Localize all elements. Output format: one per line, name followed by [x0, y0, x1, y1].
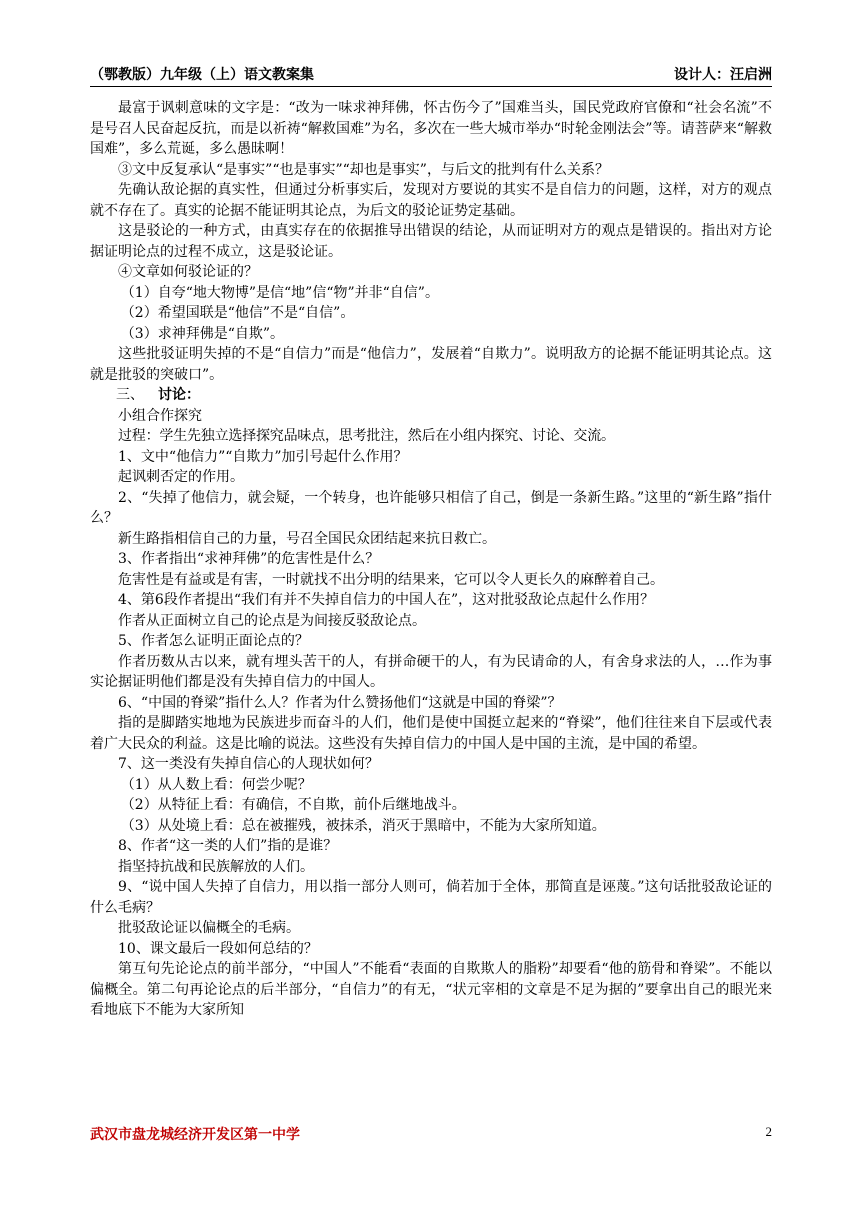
document-body: [90, 98, 772, 1021]
paragraph: 过程：学生先独立选择探究品味点，思考批注，然后在小组内探究、讨论、交流。: [118, 428, 615, 444]
paragraph: 小组合作探究: [118, 407, 202, 424]
list-item: （3）从处境上看：总在被摧残，被抹杀，消灭于黑暗中，不能为大家所知道。: [120, 817, 606, 834]
question: 7、这一类没有失掉自信心的人现状如何？: [118, 756, 379, 772]
list-item: （1）自夸“地大物博”是信“地”信“物”并非“自信”。: [120, 284, 439, 301]
answer: 新生路指相信自己的力量，号召全国民众团结起来抗日救亡。: [118, 530, 496, 547]
section-heading: [90, 385, 772, 406]
school-name: 武汉市盘龙城经济开发区第一中学: [90, 1127, 300, 1143]
page-number: 2: [765, 1124, 772, 1139]
document-title: （鄂教版）九年级（上）语文教案集: [90, 67, 314, 83]
answer: 起讽刺否定的作用。: [118, 469, 244, 485]
list-item: （3）求神拜佛是“自欺”。: [120, 325, 285, 342]
paragraph: 这是驳论的一种方式，由真实存在的依据推导出错误的结论，从而证明对方的观点是错误的。指出对方论据证明论点的过程不成立，这是驳论证。: [90, 223, 772, 260]
answer: 批驳敌论证以偏概全的毛病。: [118, 920, 300, 936]
section-title: 讨论：: [158, 387, 200, 403]
question: 10、课文最后一段如何总结的？: [118, 940, 318, 957]
question: 1、文中“他信力”“自欺力”加引号起什么作用？: [118, 448, 408, 465]
designer-credit: 设计人：汪启洲: [674, 67, 772, 83]
paragraph: 这些批驳证明失掉的不是“自信力”而是“他信力”，发展着“自欺力”。说明敌方的论据不能证明其论点。这就是批驳的突破口”。: [90, 346, 772, 383]
answer: 危害性是有益或是有害，一时就找不出分明的结果来，它可以令人更长久的麻醉着自己。: [118, 571, 664, 588]
paragraph: 先确认敌论据的真实性，但通过分析事实后，发现对方要说的其实不是自信力的问题，这样，对方的观点就不存在了。真实的论据不能证明其论点，为后文的驳论证势定基础。: [90, 182, 772, 219]
list-item: （2）从特征上看：有确信，不自欺，前仆后继地战斗。: [120, 797, 466, 813]
answer: 指坚持抗战和民族解放的人们。: [118, 858, 314, 875]
answer: 指的是脚踏实地地为民族进步而奋斗的人们，他们是使中国挺立起来的“脊梁”，他们往往来自下层或代表着广大民众的利益。这是比喻的说法。这些没有失掉自信力的中国人是中国的主流，是中国的希望。: [90, 715, 772, 752]
section-number: 三、: [116, 387, 144, 403]
question: 8、作者“这一类的人们”指的是谁？: [118, 838, 338, 854]
answer: 作者从正面树立自己的论点是为间接反驳敌论点。: [118, 612, 426, 629]
page-header: [90, 62, 772, 87]
question: 2、“失掉了他信力，就会疑，一个转身，也许能够只相信了自己，倒是一条新生路。”这里的“新生路”指什么？: [90, 489, 772, 526]
question: 5、作者怎么证明正面论点的？: [118, 633, 309, 649]
paragraph: 最富于讽刺意味的文字是：“改为一味求神拜佛，怀古伤今了”国难当头，国民党政府官僚和“社会名流”不是号召人民奋起反抗，而是以祈祷“解救国难”为名，多次在一些大城市举办“时轮金刚法会”等。请菩萨来“解救国难”，多么荒诞，多么愚昧啊！: [90, 100, 772, 157]
list-item: （2）希望国联是“他信”不是“自信”。: [120, 305, 355, 321]
answer: 作者历数从古以来，就有埋头苦干的人，有拼命硬干的人，有为民请命的人，有舍身求法的人，…作为事实论据证明他们都是没有失掉自信力的中国人。: [90, 653, 772, 690]
question: 9、“说中国人失掉了自信力，用以指一部分人则可，倘若加于全体，那简直是诬蔑。”这句话批驳敌论证的什么毛病？: [90, 879, 772, 916]
question: 3、作者指出“求神拜佛”的危害性是什么？: [118, 551, 380, 567]
question: 4、第6段作者提出“我们有并不失掉自信力的中国人在”，这对批驳敌论点起什么作用？: [118, 592, 655, 608]
question: ③文中反复承认“是事实”“也是事实”“却也是事实”，与后文的批判有什么关系？: [118, 161, 609, 178]
answer: 第互句先论论点的前半部分，“中国人”不能看“表面的自欺欺人的脂粉”却要看“他的筋骨和脊梁”。不能以偏概全。第二句再论论点的后半部分，“自信力”的有无，“状元宰相的文章是不足为据的”要拿出自己的眼光来看地底下不能为大家所知: [90, 961, 772, 1018]
question: ④文章如何驳论证的？: [118, 264, 258, 280]
question: 6、“中国的脊梁”指什么人？作者为什么赞扬他们“这就是中国的脊梁”？: [118, 694, 562, 711]
list-item: （1）从人数上看：何尝少呢？: [120, 776, 312, 793]
page-footer: [90, 1124, 772, 1146]
